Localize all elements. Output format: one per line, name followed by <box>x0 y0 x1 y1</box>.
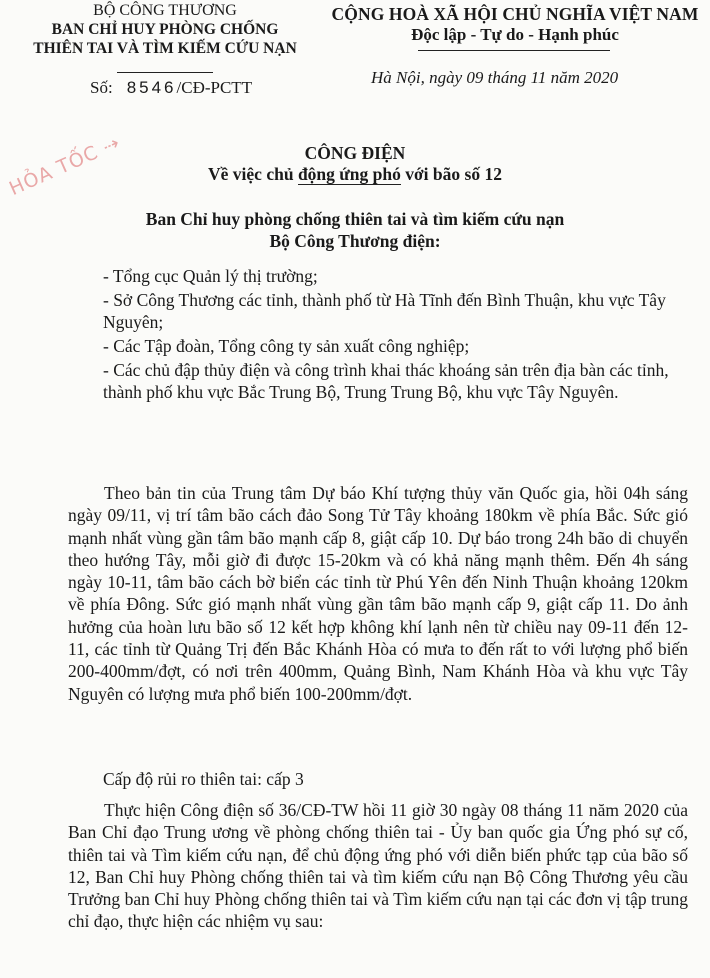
body-paragraph-forecast: Theo bản tin của Trung tâm Dự báo Khí tượng thủy văn Quốc gia, hồi 04h sáng ngày 09/11, vị trí tâm bão cách đảo Song Tử Tây khoảng 180km về phía Bắc. Sức gió mạnh nhất vùng gần tâm bão mạnh cấp 8, giật cấp 10. Dự báo trong 24h bão di chuyển theo hướng Tây, mỗi giờ đi được 15-20km và có khả năng mạnh thêm. Đến 4h sáng ngày 10-11, tâm bão cách bờ biển các tỉnh từ Phú Yên đến Ninh Thuận khoảng 120km về phía Đông. Sức gió mạnh nhất vùng gần tâm bão mạnh cấp 9, giật cấp 11. Do ảnh hưởng của hoàn lưu bão số 12 kết hợp không khí lạnh nên từ chiều nay 09-11 đến 12-11, các tỉnh từ Quảng Trị đến Bắc Khánh Hòa có mưa to đến rất to với lượng phổ biến 200-400mm/đợt, có nơi trên 400mm, Quảng Bình, Nam Khánh Hòa và khu vực Tây Nguyên có lượng mưa phổ biến 100-200mm/đợt. <box>68 483 688 704</box>
body-paragraph-directive: Thực hiện Công điện số 36/CĐ-TW hồi 11 giờ 30 ngày 08 tháng 11 năm 2020 của Ban Chỉ đạo Trung ương về phòng chống thiên tai - Ủy ban quốc gia Ứng phó sự cố, thiên tai và Tìm kiếm cứu nạn, để chủ động ứng phó với diễn biến phức tạp của bão số 12, Ban Chỉ huy Phòng chống thiên tai và tìm kiếm cứu nạn Bộ Công Thương yêu cầu Trưởng ban Chỉ huy Phòng chống thiên tai và Tìm kiếm cứu nạn tại các đơn vị tập trung chỉ đạo, thực hiện các nhiệm vụ sau: <box>68 800 688 932</box>
recipient-item: - Các Tập đoàn, Tổng công ty sản xuất công nghiệp; <box>103 336 470 356</box>
subtitle-underlined: động ứng phó <box>297 164 401 184</box>
subtitle-post: với bão số 12 <box>400 164 502 184</box>
motto-underline <box>418 50 610 51</box>
recipient-item: - Sở Công Thương các tỉnh, thành phố từ Hà Tĩnh đến Bình Thuận, khu vực Tây Nguyên; <box>103 290 666 332</box>
body-paragraph-risk-level: Cấp độ rủi ro thiên tai: cấp 3 <box>103 769 304 789</box>
document-number-value: 8546 <box>126 78 177 97</box>
recipient-item: - Tổng cục Quản lý thị trường; <box>103 266 318 286</box>
national-heading <box>320 4 710 46</box>
committee-name-line1: BAN CHỈ HUY PHÒNG CHỐNG <box>51 21 279 38</box>
document-subtitle <box>0 164 710 185</box>
agency-block <box>0 2 330 58</box>
sender-line2: Bộ Công Thương điện: <box>269 231 441 251</box>
agency-divider <box>117 72 213 73</box>
ministry-name: BỘ CÔNG THƯƠNG <box>93 2 237 19</box>
document-number <box>90 78 252 98</box>
recipient-item: - Các chủ đập thủy điện và công trình khai thác khoáng sản trên địa bàn các tỉnh, thành phố khu vực Bắc Trung Bộ, Trung Trung Bộ, khu vực Tây Nguyên. <box>103 360 669 402</box>
nation-name: CỘNG HOÀ XÃ HỘI CHỦ NGHĨA VIỆT NAM <box>331 4 699 24</box>
national-motto: Độc lập - Tự do - Hạnh phúc <box>411 25 619 44</box>
document-number-label: Số: <box>90 78 113 97</box>
committee-name-line2: THIÊN TAI VÀ TÌM KIẾM CỨU NẠN <box>33 40 297 57</box>
urgent-stamp: HỎA TỐC ⇢ <box>6 131 124 201</box>
document-date: Hà Nội, ngày 09 tháng 11 năm 2020 <box>371 68 619 87</box>
document-title: CÔNG ĐIỆN <box>304 143 406 163</box>
recipient-list <box>103 265 688 405</box>
sender-line1: Ban Chỉ huy phòng chống thiên tai và tìm kiếm cứu nạn <box>145 209 565 229</box>
document-number-suffix: /CĐ-PCTT <box>176 78 253 97</box>
subtitle-pre: Về việc chủ <box>208 164 298 184</box>
